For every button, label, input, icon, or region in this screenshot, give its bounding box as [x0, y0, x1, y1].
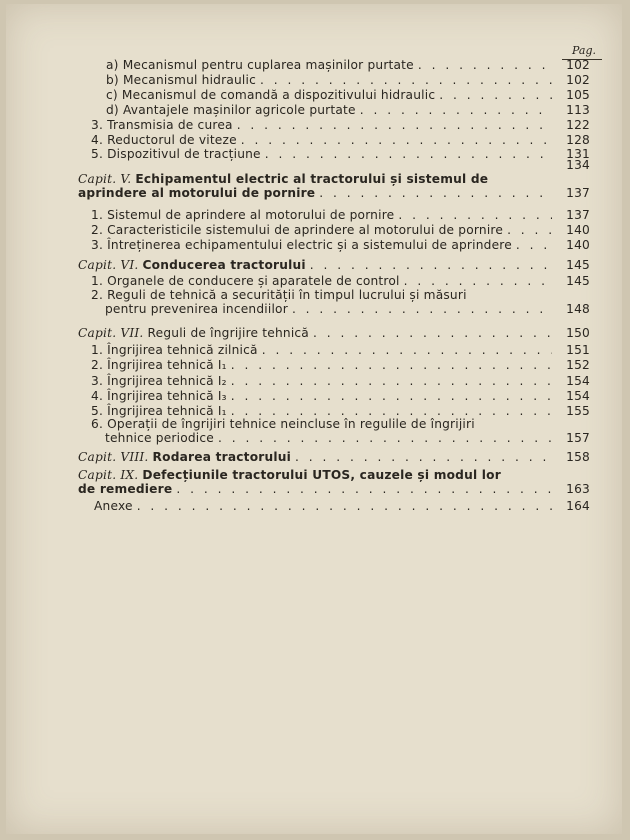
toc-entry	[94, 499, 590, 513]
leader-dots	[262, 343, 552, 357]
toc-entry-page: 105	[566, 88, 590, 102]
toc-entry	[91, 208, 590, 222]
toc-entry-page: 148	[566, 302, 590, 316]
toc-entry-page: 140	[566, 223, 590, 237]
chapter-title: Reguli de îngrijire tehnică	[147, 326, 309, 340]
toc-entry-text: 1. Sistemul de aprindere al motorului de pornire	[91, 208, 395, 222]
leader-dots	[319, 186, 552, 200]
chapter-entry	[78, 258, 590, 272]
toc-entry	[91, 417, 590, 445]
toc-entry	[91, 133, 590, 147]
toc-entry-page: 134	[566, 158, 590, 172]
toc-entry-page: 128	[566, 133, 590, 147]
leader-dots	[439, 88, 552, 102]
toc-entry-page: 164	[566, 499, 590, 513]
leader-dots	[231, 374, 552, 388]
toc-entry-text-cont: tehnice periodice	[105, 431, 214, 445]
leader-dots	[398, 208, 552, 222]
toc-entry-text: a) Mecanismul pentru cuplarea mașinilor purtate	[106, 58, 414, 72]
toc-entry-text: b) Mecanismul hidraulic	[106, 73, 256, 87]
toc-entry	[91, 343, 590, 357]
toc-entry-text: 2. Îngrijirea tehnică I₁	[91, 358, 227, 372]
chapter-number: Capit. VIII.	[78, 450, 149, 464]
chapter-entry	[78, 450, 590, 464]
leader-dots	[231, 404, 552, 418]
toc-entry	[91, 374, 590, 388]
toc-entry-page: 154	[566, 389, 590, 403]
toc-entry-page: 140	[566, 238, 590, 252]
toc-entry	[106, 58, 590, 72]
toc-entry-text: c) Mecanismul de comandă a dispozitivului hidraulic	[106, 88, 436, 102]
chapter-number: Capit. VI.	[78, 258, 139, 272]
toc-entry-text-cont: pentru prevenirea incendiilor	[105, 302, 288, 316]
toc-entry	[106, 103, 590, 117]
leader-dots	[260, 73, 552, 87]
toc-entry-text: 3. Îngrijirea tehnică I₂	[91, 374, 227, 388]
leader-dots	[295, 450, 552, 464]
leader-dots	[404, 274, 552, 288]
toc-entry	[91, 158, 590, 172]
leader-dots	[137, 499, 552, 513]
chapter-title-cont: de remediere	[78, 482, 173, 496]
chapter-title: Conducerea tractorului	[142, 258, 306, 272]
book-page	[6, 4, 622, 834]
leader-dots	[218, 431, 552, 445]
toc-entry	[91, 404, 590, 418]
chapter-entry	[78, 172, 590, 200]
toc-entry-page: 152	[566, 358, 590, 372]
toc-entry	[91, 274, 590, 288]
toc-entry-page: 137	[566, 208, 590, 222]
toc-entry-text: 3. Transmisia de curea	[91, 118, 233, 132]
toc-entry	[106, 88, 590, 102]
page-column-header: Pag.	[572, 44, 597, 57]
chapter-title: Defecțiunile tractorului UTOS, cauzele și modul lor	[142, 468, 501, 482]
toc-entry-text: 5. Dispozitivul de tracțiune	[91, 147, 261, 161]
toc-entry	[91, 223, 590, 237]
toc-entry-page: 163	[566, 482, 590, 496]
leader-dots	[360, 103, 552, 117]
chapter-entry	[78, 468, 590, 496]
toc-entry-text: 1. Îngrijirea tehnică zilnică	[91, 343, 258, 357]
chapter-entry	[78, 326, 590, 340]
toc-entry-text: 2. Reguli de tehnică a securității în timpul lucrului și măsuri	[91, 288, 467, 302]
leader-dots	[313, 326, 552, 340]
toc-entry	[91, 288, 590, 316]
toc-entry-page: 145	[566, 274, 590, 288]
toc-entry	[106, 73, 590, 87]
toc-entry-page: 154	[566, 374, 590, 388]
leader-dots	[241, 133, 552, 147]
toc-entry-text: 4. Îngrijirea tehnică I₃	[91, 389, 227, 403]
chapter-title: Rodarea tractorului	[152, 450, 291, 464]
leader-dots	[292, 302, 552, 316]
toc-entry-page: 151	[566, 343, 590, 357]
toc-entry-page: 122	[566, 118, 590, 132]
leader-dots	[237, 118, 552, 132]
chapter-title: Echipamentul electric al tractorului și sistemul de	[135, 172, 489, 186]
toc-entry	[91, 118, 590, 132]
toc-entry-text: d) Avantajele mașinilor agricole purtate	[106, 103, 356, 117]
leader-dots	[176, 482, 552, 496]
chapter-number: Capit. VII.	[78, 326, 144, 340]
toc-entry	[91, 389, 590, 403]
toc-entry-text: 3. Întreținerea echipamentului electric și a sistemului de aprindere	[91, 238, 512, 252]
chapter-title-cont: aprindere al motorului de pornire	[78, 186, 316, 200]
chapter-number: Capit. IX.	[78, 468, 139, 482]
toc-entry-page: 102	[566, 58, 590, 72]
toc-entry-page: 157	[566, 431, 590, 445]
leader-dots	[418, 58, 552, 72]
toc-entry-text: 2. Caracteristicile sistemului de aprindere al motorului de pornire	[91, 223, 504, 237]
chapter-number: Capit. V.	[78, 172, 132, 186]
toc-entry-text: 1. Organele de conducere și aparatele de control	[91, 274, 400, 288]
leader-dots	[516, 238, 552, 252]
toc-entry-page: 155	[566, 404, 590, 418]
toc-entry-text: 5. Îngrijirea tehnică I₁	[91, 404, 227, 418]
toc-entry-page: 131	[566, 147, 590, 161]
leader-dots	[507, 223, 552, 237]
toc-entry-page: 102	[566, 73, 590, 87]
toc-entry-page: 145	[566, 258, 590, 272]
toc-entry-page: 150	[566, 326, 590, 340]
toc-entry-text: Anexe	[94, 499, 133, 513]
toc-entry-page: 113	[566, 103, 590, 117]
leader-dots	[231, 358, 552, 372]
toc-entry	[91, 358, 590, 372]
toc-entry-text: 6. Operații de îngrijiri tehnice neincluse în regulile de îngrijiri	[91, 417, 475, 431]
toc-entry-page: 158	[566, 450, 590, 464]
leader-dots	[231, 389, 552, 403]
toc-entry-page: 137	[566, 186, 590, 200]
toc-entry	[91, 238, 590, 252]
leader-dots	[310, 258, 552, 272]
toc-entry-text: 4. Reductorul de viteze	[91, 133, 237, 147]
